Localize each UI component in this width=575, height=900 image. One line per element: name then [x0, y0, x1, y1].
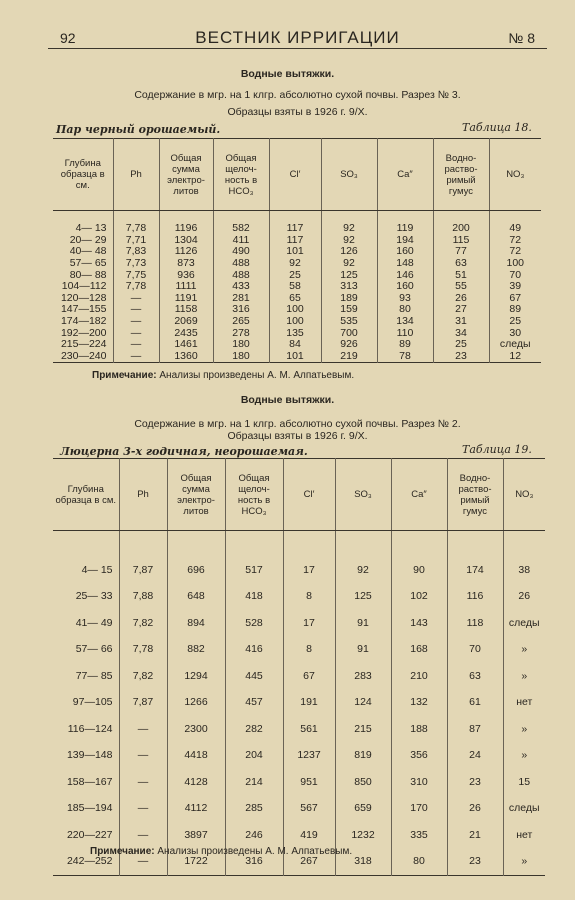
- table19-cell: 116: [447, 584, 503, 611]
- table18-cell: 148: [377, 258, 433, 270]
- table19-cell: 7,82: [119, 610, 167, 637]
- table18-cell: 192—200: [60, 326, 107, 339]
- table19-cell: 17: [283, 610, 335, 637]
- table18-note-label: Примечание:: [92, 370, 157, 381]
- table19-cell: 158—167: [66, 775, 113, 788]
- table18-cell: 160: [377, 281, 433, 293]
- table18-cell: 20— 29: [69, 233, 107, 246]
- table19-cell: 191: [283, 690, 335, 717]
- table19-cell: 659: [335, 796, 391, 823]
- table18-cell: 147—155: [60, 303, 107, 316]
- table19-cell: —: [119, 716, 167, 743]
- table18-col-header: Общая сумма электро-литов: [159, 139, 213, 211]
- table19-col-header: Ph: [119, 459, 167, 531]
- table18-cell: 1126: [159, 246, 213, 258]
- table18-cell: 117: [269, 235, 321, 247]
- table19-cell: 561: [283, 716, 335, 743]
- table19-row: [53, 557, 545, 584]
- table19-cell: следы: [503, 610, 545, 637]
- table19-cell: 24: [447, 743, 503, 770]
- table19-cell: 92: [335, 557, 391, 584]
- table18-cell: 25: [489, 316, 541, 328]
- table19-col-header: Глубина образца в см.: [53, 459, 119, 531]
- table19-cell: нет: [503, 690, 545, 717]
- table18-row: [53, 269, 541, 281]
- table19-cell: »: [503, 663, 545, 690]
- table19-row: [53, 743, 545, 770]
- page-number: 92: [60, 30, 76, 46]
- table18-cell: 1196: [159, 223, 213, 235]
- table19-cell: 210: [391, 663, 447, 690]
- table19-col-header: Общая щелоч-ность в HCO₃: [225, 459, 283, 531]
- table19-col-header: Водно-раство-римый гумус: [447, 459, 503, 531]
- table19-row: [53, 690, 545, 717]
- table18-description: Содержание в мгр. на 1 клгр. абсолютно сухой почвы. Разрез № 3.: [134, 89, 461, 101]
- table18-cell: 488: [213, 269, 269, 281]
- table18-row: [53, 304, 541, 316]
- table18-cell: 926: [321, 339, 377, 351]
- table19-cell: 116—124: [67, 722, 113, 735]
- table18-cell: 936: [159, 269, 213, 281]
- table18-cell: 1111: [159, 281, 213, 293]
- table19-cell: 188: [391, 716, 447, 743]
- table19-cell: 8: [283, 584, 335, 611]
- table18-section-title: Водные вытяжки.: [240, 68, 335, 80]
- table18-cell: 110: [377, 327, 433, 339]
- table19-cell: 170: [391, 796, 447, 823]
- table18-col-header: SO₃: [321, 139, 377, 211]
- table18-cell: 215—224: [60, 338, 107, 351]
- table18-cell: 120—128: [60, 291, 107, 304]
- table18-row: [53, 293, 541, 305]
- table18-cell: —: [113, 316, 159, 328]
- table19-cell: 38: [503, 557, 545, 584]
- table19-cell: 23: [447, 769, 503, 796]
- table19-cell: 4128: [167, 769, 225, 796]
- table18-cell: 180: [213, 351, 269, 363]
- table18-cell: —: [113, 293, 159, 305]
- table19-cell: 204: [225, 743, 283, 770]
- table18-cell: 49: [489, 223, 541, 235]
- table19-cell: 335: [391, 822, 447, 849]
- table18-cell: 26: [433, 293, 489, 305]
- table19-cell: 3897: [167, 822, 225, 849]
- table18-cell: 135: [269, 327, 321, 339]
- table18-cell: 125: [321, 269, 377, 281]
- table18-cell: 58: [269, 281, 321, 293]
- table19-number: Таблица 19.: [462, 443, 532, 456]
- table19-cell: 567: [283, 796, 335, 823]
- table19-cell: 26: [503, 584, 545, 611]
- table19-cell: 125: [335, 584, 391, 611]
- table19-cell: 696: [167, 557, 225, 584]
- table19-cell: 850: [335, 769, 391, 796]
- table18-cell: 873: [159, 258, 213, 270]
- table18-cell: —: [113, 351, 159, 363]
- table18-cell: 582: [213, 223, 269, 235]
- table19-cell: 1232: [335, 822, 391, 849]
- table18-sample-date: Образцы взяты в 1926 г. 9/X.: [227, 106, 368, 118]
- table19-cell: 26: [447, 796, 503, 823]
- table19-cell: 124: [335, 690, 391, 717]
- table18-cell: 7,75: [113, 269, 159, 281]
- table18-cell: 57— 65: [69, 257, 107, 270]
- table18-note: [92, 370, 354, 381]
- table19-cell: 63: [447, 663, 503, 690]
- table19-cell: 419: [283, 822, 335, 849]
- table18-cell: 7,78: [113, 223, 159, 235]
- table18-cell: 433: [213, 281, 269, 293]
- table19-cell: »: [503, 743, 545, 770]
- table19-cell: 819: [335, 743, 391, 770]
- table18-cell: 230—240: [60, 349, 107, 362]
- table19-cell: 894: [167, 610, 225, 637]
- table18-cell: 313: [321, 281, 377, 293]
- table19-cell: —: [119, 822, 167, 849]
- table18-cell: 55: [433, 281, 489, 293]
- table19-cell: 882: [167, 637, 225, 664]
- table19-sample-date: Образцы взяты в 1926 г. 9/X.: [227, 430, 368, 442]
- table19-cell: 242—252: [66, 855, 113, 868]
- table19-cell: 285: [225, 796, 283, 823]
- table18-cell: 12: [489, 351, 541, 363]
- table18-col-header: Ca″: [377, 139, 433, 211]
- table19-description: Содержание в мгр. на 1 клгр. абсолютно сухой почвы. Разрез № 2.: [134, 418, 461, 430]
- table18-cell: 700: [321, 327, 377, 339]
- table19-row: [53, 822, 545, 849]
- table18-cell: 4— 13: [75, 222, 107, 235]
- table18: [53, 138, 541, 363]
- table18-cell: 104—112: [61, 280, 107, 293]
- table18-col-header: Ph: [113, 139, 159, 211]
- table19-cell: 67: [283, 663, 335, 690]
- table18-cell: 80— 88: [69, 268, 107, 281]
- table18-cell: 25: [433, 339, 489, 351]
- table18-caption: Пар черный орошаемый.: [56, 123, 221, 136]
- table18-cell: 65: [269, 293, 321, 305]
- table18-cell: 27: [433, 304, 489, 316]
- table19-cell: 267: [283, 849, 335, 876]
- table19-cell: 418: [225, 584, 283, 611]
- table19-cell: 7,82: [119, 663, 167, 690]
- table18-cell: 72: [489, 235, 541, 247]
- table19-cell: »: [503, 849, 545, 876]
- table18-row: [53, 223, 541, 235]
- table19-cell: 318: [335, 849, 391, 876]
- table18-cell: 174—182: [60, 315, 107, 328]
- table19-cell: —: [119, 743, 167, 770]
- table19-cell: 214: [225, 769, 283, 796]
- table18-cell: 180: [213, 339, 269, 351]
- table19-row: [53, 637, 545, 664]
- table19-cell: 282: [225, 716, 283, 743]
- journal-title: ВЕСТНИК ИРРИГАЦИИ: [195, 28, 400, 47]
- table18-cell: 100: [489, 258, 541, 270]
- table19-cell: 7,87: [119, 690, 167, 717]
- table19-cell: 97—105: [72, 696, 113, 709]
- table18-row: [53, 258, 541, 270]
- table19-col-header: NO₃: [503, 459, 545, 531]
- table18-cell: 31: [433, 316, 489, 328]
- table18-cell: 51: [433, 269, 489, 281]
- table18-cell: 134: [377, 316, 433, 328]
- table18-cell: 1304: [159, 235, 213, 247]
- table18-cell: 23: [433, 351, 489, 363]
- table19-cell: 1294: [167, 663, 225, 690]
- table18-cell: 160: [377, 246, 433, 258]
- table19-cell: 7,78: [119, 637, 167, 664]
- table18-cell: 78: [377, 351, 433, 363]
- table18-cell: 89: [489, 304, 541, 316]
- table19-header-row: [53, 459, 545, 531]
- table18-cell: 316: [213, 304, 269, 316]
- table19-cell: 174: [447, 557, 503, 584]
- table19-cell: 132: [391, 690, 447, 717]
- table18-cell: 72: [489, 246, 541, 258]
- table18-cell: 2435: [159, 327, 213, 339]
- table19-cell: 185—194: [66, 802, 113, 815]
- table18-row: [53, 327, 541, 339]
- table19-cell: 310: [391, 769, 447, 796]
- table19-cell: 21: [447, 822, 503, 849]
- table18-cell: 7,78: [113, 281, 159, 293]
- table18-cell: 219: [321, 351, 377, 363]
- table18-cell: 265: [213, 316, 269, 328]
- table18-cell: 117: [269, 223, 321, 235]
- table19-cell: 80: [391, 849, 447, 876]
- table19-cell: 220—227: [66, 828, 113, 841]
- table19-col-header: Общая сумма электро-литов: [167, 459, 225, 531]
- table19-note-text: Анализы произведены А. М. Алпатьевым.: [157, 846, 353, 857]
- table18-cell: 194: [377, 235, 433, 247]
- table19-cell: 7,88: [119, 584, 167, 611]
- table19-cell: 15: [503, 769, 545, 796]
- table18-cell: 70: [489, 269, 541, 281]
- table18-row: [53, 246, 541, 258]
- table18-cell: 30: [489, 327, 541, 339]
- table19-cell: 445: [225, 663, 283, 690]
- table19-row: [53, 796, 545, 823]
- table19-cell: 168: [391, 637, 447, 664]
- table19-cell: 648: [167, 584, 225, 611]
- issue-number: № 8: [508, 30, 535, 46]
- table19-cell: следы: [503, 796, 545, 823]
- table19-cell: 23: [447, 849, 503, 876]
- table19-caption: Люцерна 3-х годичная, неорошаемая.: [60, 445, 308, 458]
- table18-cell: 40— 48: [69, 245, 107, 258]
- table19-cell: 143: [391, 610, 447, 637]
- table19-cell: 25— 33: [75, 590, 113, 603]
- table19-cell: 1237: [283, 743, 335, 770]
- table18-col-header: Cl′: [269, 139, 321, 211]
- table18-cell: 80: [377, 304, 433, 316]
- table19-cell: »: [503, 716, 545, 743]
- table19-col-header: SO₃: [335, 459, 391, 531]
- table19-row: [53, 584, 545, 611]
- table19-cell: 2300: [167, 716, 225, 743]
- table19-cell: 356: [391, 743, 447, 770]
- table19-cell: 7,87: [119, 557, 167, 584]
- table19-cell: 102: [391, 584, 447, 611]
- table19-cell: 457: [225, 690, 283, 717]
- page-header: [48, 26, 547, 49]
- table18-cell: 411: [213, 235, 269, 247]
- table19-cell: 951: [283, 769, 335, 796]
- table18-cell: 200: [433, 223, 489, 235]
- table19-cell: 118: [447, 610, 503, 637]
- table19-cell: 215: [335, 716, 391, 743]
- table19-cell: 77— 85: [75, 669, 113, 682]
- table19-col-header: Ca″: [391, 459, 447, 531]
- table19-row: [53, 610, 545, 637]
- table18-cell: 92: [321, 223, 377, 235]
- table19-cell: 90: [391, 557, 447, 584]
- table18-row: [53, 281, 541, 293]
- table19-section-title: Водные вытяжки.: [240, 394, 335, 406]
- table19-cell: 139—148: [66, 749, 113, 762]
- table18-cell: 101: [269, 351, 321, 363]
- table18-cell: 39: [489, 281, 541, 293]
- table18-header-row: [53, 139, 541, 211]
- table19-cell: 246: [225, 822, 283, 849]
- table19-cell: »: [503, 637, 545, 664]
- table18-cell: 77: [433, 246, 489, 258]
- table19-cell: 87: [447, 716, 503, 743]
- table18-cell: 159: [321, 304, 377, 316]
- table19-cell: 1266: [167, 690, 225, 717]
- table19-cell: 61: [447, 690, 503, 717]
- table18-cell: 67: [489, 293, 541, 305]
- table19-row: [53, 769, 545, 796]
- table19-cell: 1722: [167, 849, 225, 876]
- table18-cell: 115: [433, 235, 489, 247]
- table19-cell: —: [119, 769, 167, 796]
- table19-cell: —: [119, 849, 167, 876]
- table18-cell: 1158: [159, 304, 213, 316]
- table18-cell: 2069: [159, 316, 213, 328]
- table18-cell: 92: [269, 258, 321, 270]
- table18-cell: —: [113, 339, 159, 351]
- table18-cell: 535: [321, 316, 377, 328]
- table18-cell: 281: [213, 293, 269, 305]
- table18-cell: 89: [377, 339, 433, 351]
- table18-note-text: Анализы произведены А. М. Алпатьевым.: [159, 370, 355, 381]
- table18-cell: 7,71: [113, 235, 159, 247]
- table18-row: [53, 316, 541, 328]
- table18-cell: 7,83: [113, 246, 159, 258]
- table18-cell: 278: [213, 327, 269, 339]
- table18-cell: 189: [321, 293, 377, 305]
- table19-cell: 70: [447, 637, 503, 664]
- table18-cell: 488: [213, 258, 269, 270]
- table19-row: [53, 663, 545, 690]
- table18-cell: 100: [269, 304, 321, 316]
- table18-cell: 7,73: [113, 258, 159, 270]
- table19-cell: 528: [225, 610, 283, 637]
- table19-cell: 283: [335, 663, 391, 690]
- table19-note: [90, 846, 352, 857]
- table18-number: Таблица 18.: [462, 121, 532, 134]
- table18-cell: 93: [377, 293, 433, 305]
- table18-row: [53, 351, 541, 363]
- table19-cell: 416: [225, 637, 283, 664]
- table18-cell: 1191: [159, 293, 213, 305]
- table19-cell: 4418: [167, 743, 225, 770]
- table19-cell: 8: [283, 637, 335, 664]
- table18-cell: 84: [269, 339, 321, 351]
- table19-cell: 41— 49: [75, 616, 113, 629]
- table18-cell: 126: [321, 246, 377, 258]
- table19: [53, 458, 545, 876]
- table18-cell: следы: [489, 339, 541, 351]
- table18-col-header: NO₃: [489, 139, 541, 211]
- table18-col-header: Общая щелоч-ность в HCO₃: [213, 139, 269, 211]
- table19-note-label: Примечание:: [90, 846, 155, 857]
- table18-cell: 63: [433, 258, 489, 270]
- table19-cell: 17: [283, 557, 335, 584]
- table19-cell: 517: [225, 557, 283, 584]
- table19-cell: нет: [503, 822, 545, 849]
- table18-cell: 1461: [159, 339, 213, 351]
- table19-cell: 4— 15: [81, 563, 113, 576]
- table19-col-header: Cl′: [283, 459, 335, 531]
- table18-cell: 92: [321, 235, 377, 247]
- table19-cell: 4112: [167, 796, 225, 823]
- table18-cell: 1360: [159, 351, 213, 363]
- table18-cell: 34: [433, 327, 489, 339]
- table18-cell: —: [113, 327, 159, 339]
- table19-cell: 57— 66: [75, 643, 113, 656]
- table18-cell: 146: [377, 269, 433, 281]
- table18-row: [53, 339, 541, 351]
- table19-cell: —: [119, 796, 167, 823]
- table19-row: [53, 716, 545, 743]
- table18-row: [53, 235, 541, 247]
- table18-cell: 119: [377, 223, 433, 235]
- table18-col-header: Водно-раство-римый гумус: [433, 139, 489, 211]
- table19-cell: 91: [335, 637, 391, 664]
- table18-cell: 101: [269, 246, 321, 258]
- table19-cell: 91: [335, 610, 391, 637]
- table18-cell: —: [113, 304, 159, 316]
- table18-cell: 25: [269, 269, 321, 281]
- table18-cell: 92: [321, 258, 377, 270]
- table18-cell: 490: [213, 246, 269, 258]
- table18-col-header: Глубина образца в см.: [53, 139, 113, 211]
- table18-cell: 100: [269, 316, 321, 328]
- table19-cell: 316: [225, 849, 283, 876]
